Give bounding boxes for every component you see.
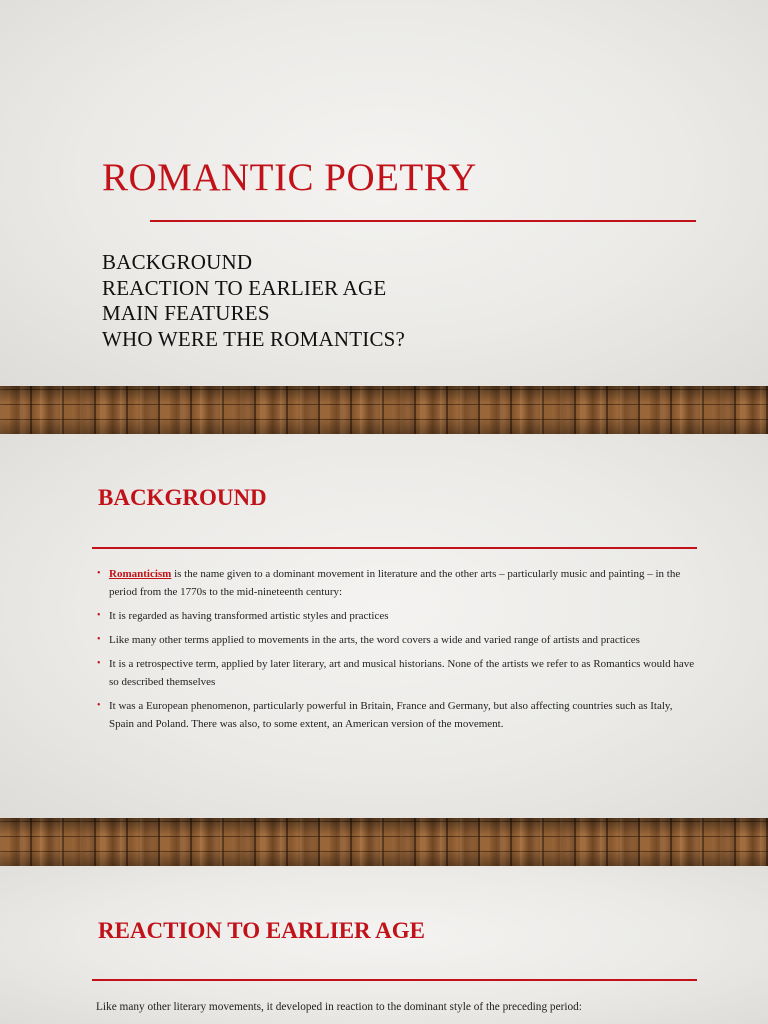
agenda-item: MAIN FEATURES	[102, 301, 270, 325]
wood-floor-divider	[0, 386, 768, 434]
agenda-list	[102, 250, 405, 352]
romanticism-link[interactable]: Romanticism	[109, 568, 172, 580]
heading-divider	[92, 547, 697, 549]
bullet-item: • It is regarded as having transformed artistic styles and practices	[96, 607, 696, 625]
title-divider	[150, 220, 696, 222]
body-text: Like many other literary movements, it developed in reaction to the dominant style of the preceding period:	[96, 1001, 582, 1013]
agenda-item: WHO WERE THE ROMANTICS?	[102, 326, 406, 351]
bullet-item: • Like many other terms applied to movements in the arts, the word covers a wide and varied range of artists and practices	[96, 631, 696, 649]
agenda-item: REACTION TO EARLIER AGE	[102, 275, 387, 300]
bullet-item: • It is a retrospective term, applied by later literary, art and musical historians. None of the artists we refer to as Romantics would have so described themselves	[96, 655, 696, 691]
wood-floor-divider	[0, 818, 768, 866]
bullet-item	[96, 565, 696, 601]
bullet-list	[96, 565, 696, 739]
slide-title	[0, 0, 768, 386]
presentation-title: ROMANTIC POETRY	[102, 156, 477, 199]
heading-divider	[92, 979, 697, 981]
agenda-item: BACKGROUND	[102, 250, 253, 274]
bullet-item: • It was a European phenomenon, particularly powerful in Britain, France and Germany, but also affecting countries such as Italy, Spain and Poland. There was also, to some extent, an American version of the movement.	[96, 697, 696, 733]
slide-heading: REACTION TO EARLIER AGE	[98, 918, 425, 943]
slide-heading: BACKGROUND	[98, 485, 267, 510]
bullet-text: is the name given to a dominant movement in literature and the other arts – particularly music and painting – in the period from the 1770s to the mid-nineteenth century:	[109, 568, 681, 598]
